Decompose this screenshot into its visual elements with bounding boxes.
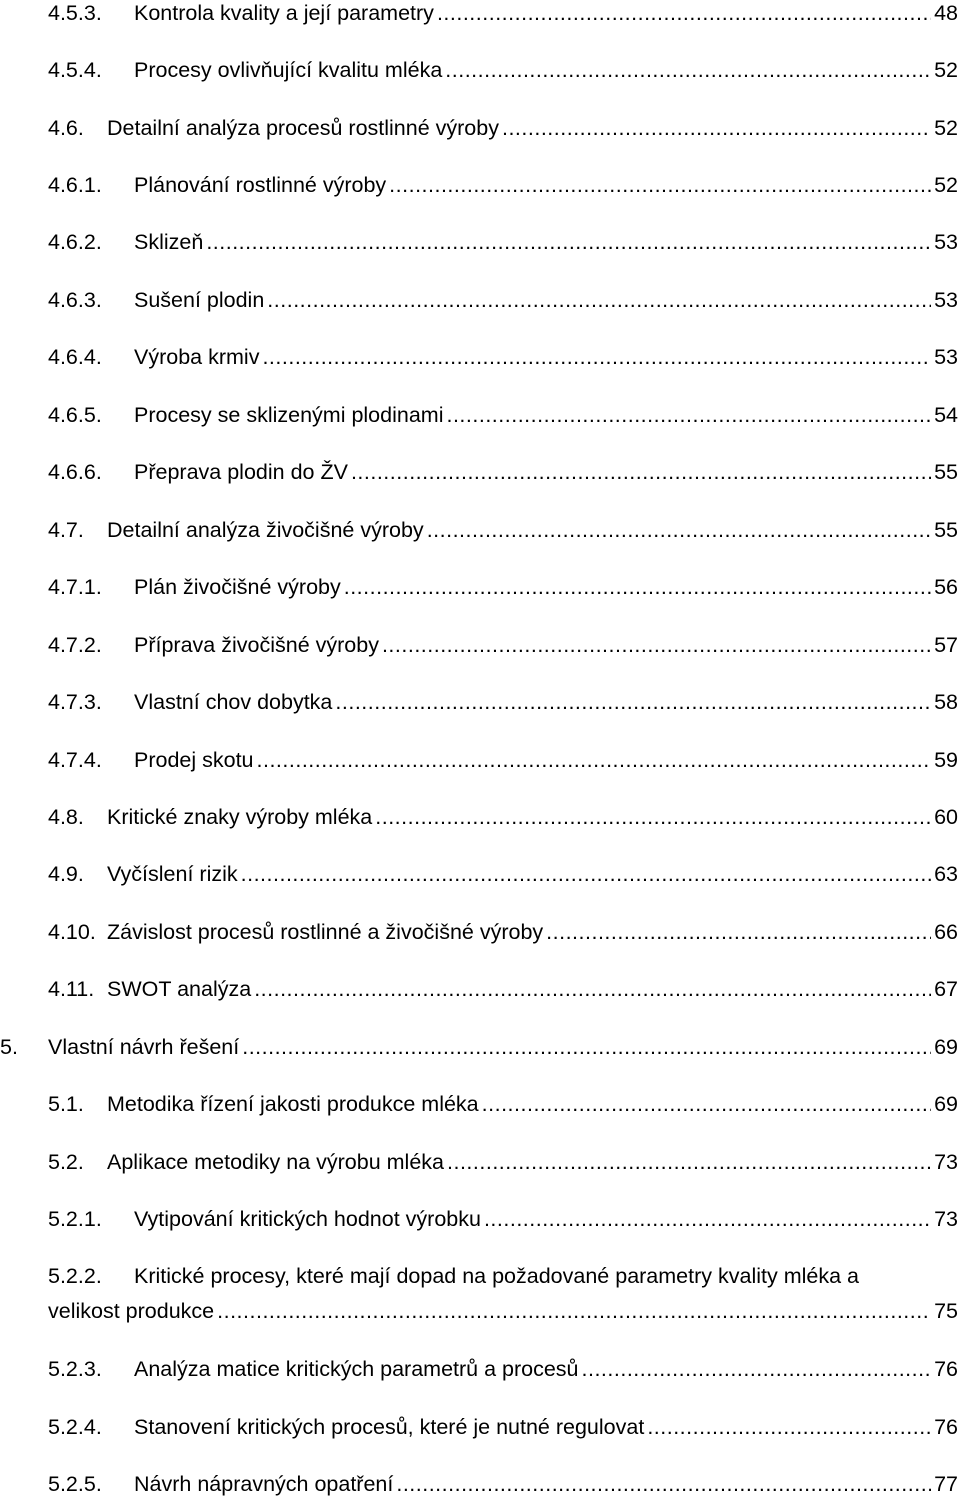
toc-entry-number: 5.2.2.: [48, 1264, 102, 1288]
dot-leader: [344, 571, 931, 603]
dot-leader: [447, 1146, 931, 1178]
toc-entry-number: 4.6.2.: [48, 230, 102, 254]
toc-entry-title: Sušení plodin: [134, 288, 265, 312]
dot-leader: [482, 1088, 931, 1120]
toc-entry-title: Plánování rostlinné výroby: [134, 173, 387, 197]
dot-leader: [382, 629, 931, 661]
toc-entry-page: 54: [934, 403, 958, 427]
toc-entry-number: 4.8.: [48, 805, 84, 829]
toc-entry-page: 76: [934, 1415, 958, 1439]
toc-entry-page: 63: [934, 862, 958, 886]
toc-entry-number: 5.: [0, 1035, 18, 1059]
toc-entry[interactable]: [0, 1088, 960, 1120]
toc-entry-title: Detailní analýza procesů rostlinné výroby: [107, 116, 499, 140]
toc-entry-title: Detailní analýza živočišné výroby: [107, 518, 424, 542]
toc-entry-page: 73: [934, 1150, 958, 1174]
toc-entry[interactable]: [0, 1260, 960, 1330]
toc-entry-title: Vyčíslení rizik: [107, 862, 238, 886]
toc-entry-page: 52: [934, 173, 958, 197]
toc-entry-page: 76: [934, 1357, 958, 1381]
toc-entry-page: 69: [934, 1035, 958, 1059]
toc-entry-number: 5.2.5.: [48, 1472, 102, 1496]
toc-entry-page: 69: [934, 1092, 958, 1116]
dot-leader: [267, 284, 931, 316]
dot-leader: [427, 514, 931, 546]
toc-entry[interactable]: [0, 858, 960, 890]
toc-entry-number: 4.6.3.: [48, 288, 102, 312]
toc-entry-title-line2: velikost produkce: [48, 1299, 215, 1323]
toc-entry[interactable]: [0, 973, 960, 1005]
toc-entry-page: 56: [934, 575, 958, 599]
toc-entry-page: 55: [934, 518, 958, 542]
toc-entry-number: 4.7.3.: [48, 690, 102, 714]
toc-entry-number: 4.7.1.: [48, 575, 102, 599]
toc-entry[interactable]: [0, 1203, 960, 1235]
toc-entry-page: 48: [934, 1, 958, 25]
toc-entry[interactable]: [0, 1031, 960, 1063]
toc-entry-title: Vlastní chov dobytka: [134, 690, 333, 714]
dot-leader: [335, 686, 931, 718]
toc-entry[interactable]: [0, 112, 960, 144]
toc-entry[interactable]: [0, 1411, 960, 1443]
toc-entry[interactable]: [0, 514, 960, 546]
toc-entry-page: 67: [934, 977, 958, 1001]
toc-entry-title: Stanovení kritických procesů, které je nutné regulovat: [134, 1415, 645, 1439]
toc-entry-page: 75: [934, 1299, 958, 1323]
toc-entry-title: Kontrola kvality a její parametry: [134, 1, 434, 25]
toc-entry-page: 77: [934, 1472, 958, 1496]
dot-leader: [351, 456, 931, 488]
toc-entry[interactable]: [0, 629, 960, 661]
toc-entry-title: Výroba krmiv: [134, 345, 260, 369]
toc-entry-title: Procesy ovlivňující kvalitu mléka: [134, 58, 443, 82]
dot-leader: [546, 916, 931, 948]
toc-entry[interactable]: [0, 456, 960, 488]
dot-leader: [396, 1468, 931, 1500]
toc-entry-number: 4.7.2.: [48, 633, 102, 657]
toc-entry[interactable]: [0, 341, 960, 373]
dot-leader: [484, 1203, 931, 1235]
toc-entry-page: 52: [934, 116, 958, 140]
toc-entry-number: 4.6.5.: [48, 403, 102, 427]
toc-entry[interactable]: [0, 571, 960, 603]
toc-entry-page: 52: [934, 58, 958, 82]
toc-entry-page: 66: [934, 920, 958, 944]
toc-entry-number: 4.6.6.: [48, 460, 102, 484]
toc-entry-title: Přeprava plodin do ŽV: [134, 460, 348, 484]
dot-leader: [257, 744, 932, 776]
toc-entry[interactable]: [0, 169, 960, 201]
toc-entry-title: Sklizeň: [134, 230, 204, 254]
toc-entry[interactable]: [0, 284, 960, 316]
toc-entry-number: 5.2.3.: [48, 1357, 102, 1381]
toc-entry-number: 4.5.4.: [48, 58, 102, 82]
dot-leader: [262, 341, 931, 373]
toc-entry-number: 4.5.3.: [48, 1, 102, 25]
toc-entry-title: Závislost procesů rostlinné a živočišné výroby: [107, 920, 544, 944]
toc-entry-number: 5.2.4.: [48, 1415, 102, 1439]
toc-entry-page: 73: [934, 1207, 958, 1231]
toc-entry-title: Plán živočišné výroby: [134, 575, 341, 599]
toc-entry-number: 4.6.1.: [48, 173, 102, 197]
toc-entry-number: 4.6.: [48, 116, 84, 140]
dot-leader: [446, 399, 931, 431]
dot-leader: [389, 169, 931, 201]
toc-entry[interactable]: [0, 54, 960, 86]
toc-entry-number: 4.7.: [48, 518, 84, 542]
toc-entry-title: Prodej skotu: [134, 748, 254, 772]
dot-leader: [437, 0, 931, 29]
toc-entry-page: 53: [934, 230, 958, 254]
toc-entry-number: 5.1.: [48, 1092, 84, 1116]
toc-entry-page: 53: [934, 345, 958, 369]
toc-entry[interactable]: [0, 1468, 960, 1500]
toc-entry-number: 5.2.: [48, 1150, 84, 1174]
dot-leader: [254, 973, 931, 1005]
toc-entry-title: Příprava živočišné výroby: [134, 633, 379, 657]
toc-entry[interactable]: [0, 0, 960, 29]
toc-entry[interactable]: [0, 916, 960, 948]
toc-entry-number: 4.7.4.: [48, 748, 102, 772]
toc-entry-title: Návrh nápravných opatření: [134, 1472, 394, 1496]
toc-entry-number: 4.6.4.: [48, 345, 102, 369]
toc-entry-page: 55: [934, 460, 958, 484]
toc-entry-title-line1: Kritické procesy, které mají dopad na požadované parametry kvality mléka a: [134, 1264, 859, 1288]
toc-entry[interactable]: [0, 226, 960, 258]
dot-leader: [217, 1295, 931, 1327]
dot-leader: [445, 54, 931, 86]
dot-leader: [241, 858, 931, 890]
toc-entry-number: 5.2.1.: [48, 1207, 102, 1231]
dot-leader: [375, 801, 931, 833]
toc-entry-title: Aplikace metodiky na výrobu mléka: [107, 1150, 444, 1174]
dot-leader: [582, 1353, 932, 1385]
toc-entry-page: 60: [934, 805, 958, 829]
toc-entry-number: 4.10.: [48, 920, 96, 944]
dot-leader: [242, 1031, 931, 1063]
toc-entry-page: 57: [934, 633, 958, 657]
dot-leader: [206, 226, 931, 258]
toc-entry-title: Metodika řízení jakosti produkce mléka: [107, 1092, 479, 1116]
toc-entry-title: Analýza matice kritických parametrů a procesů: [134, 1357, 579, 1381]
toc-entry[interactable]: [0, 686, 960, 718]
dot-leader: [647, 1411, 931, 1443]
toc-entry-number: 4.9.: [48, 862, 84, 886]
toc-entry-title: Procesy se sklizenými plodinami: [134, 403, 444, 427]
toc-entry[interactable]: [0, 1353, 960, 1385]
toc-entry-page: 58: [934, 690, 958, 714]
toc-entry-title: Kritické znaky výroby mléka: [107, 805, 373, 829]
toc-entry-title: SWOT analýza: [107, 977, 252, 1001]
toc-entry-number: 4.11.: [48, 977, 95, 1001]
toc-entry[interactable]: [0, 399, 960, 431]
toc-entry-title: Vytipování kritických hodnot výrobku: [134, 1207, 481, 1231]
toc-entry-title: Vlastní návrh řešení: [48, 1035, 240, 1059]
toc-entry[interactable]: [0, 1146, 960, 1178]
toc-entry-page: 59: [934, 748, 958, 772]
toc-entry[interactable]: [0, 744, 960, 776]
toc-entry-page: 53: [934, 288, 958, 312]
toc-entry[interactable]: [0, 801, 960, 833]
dot-leader: [502, 112, 931, 144]
